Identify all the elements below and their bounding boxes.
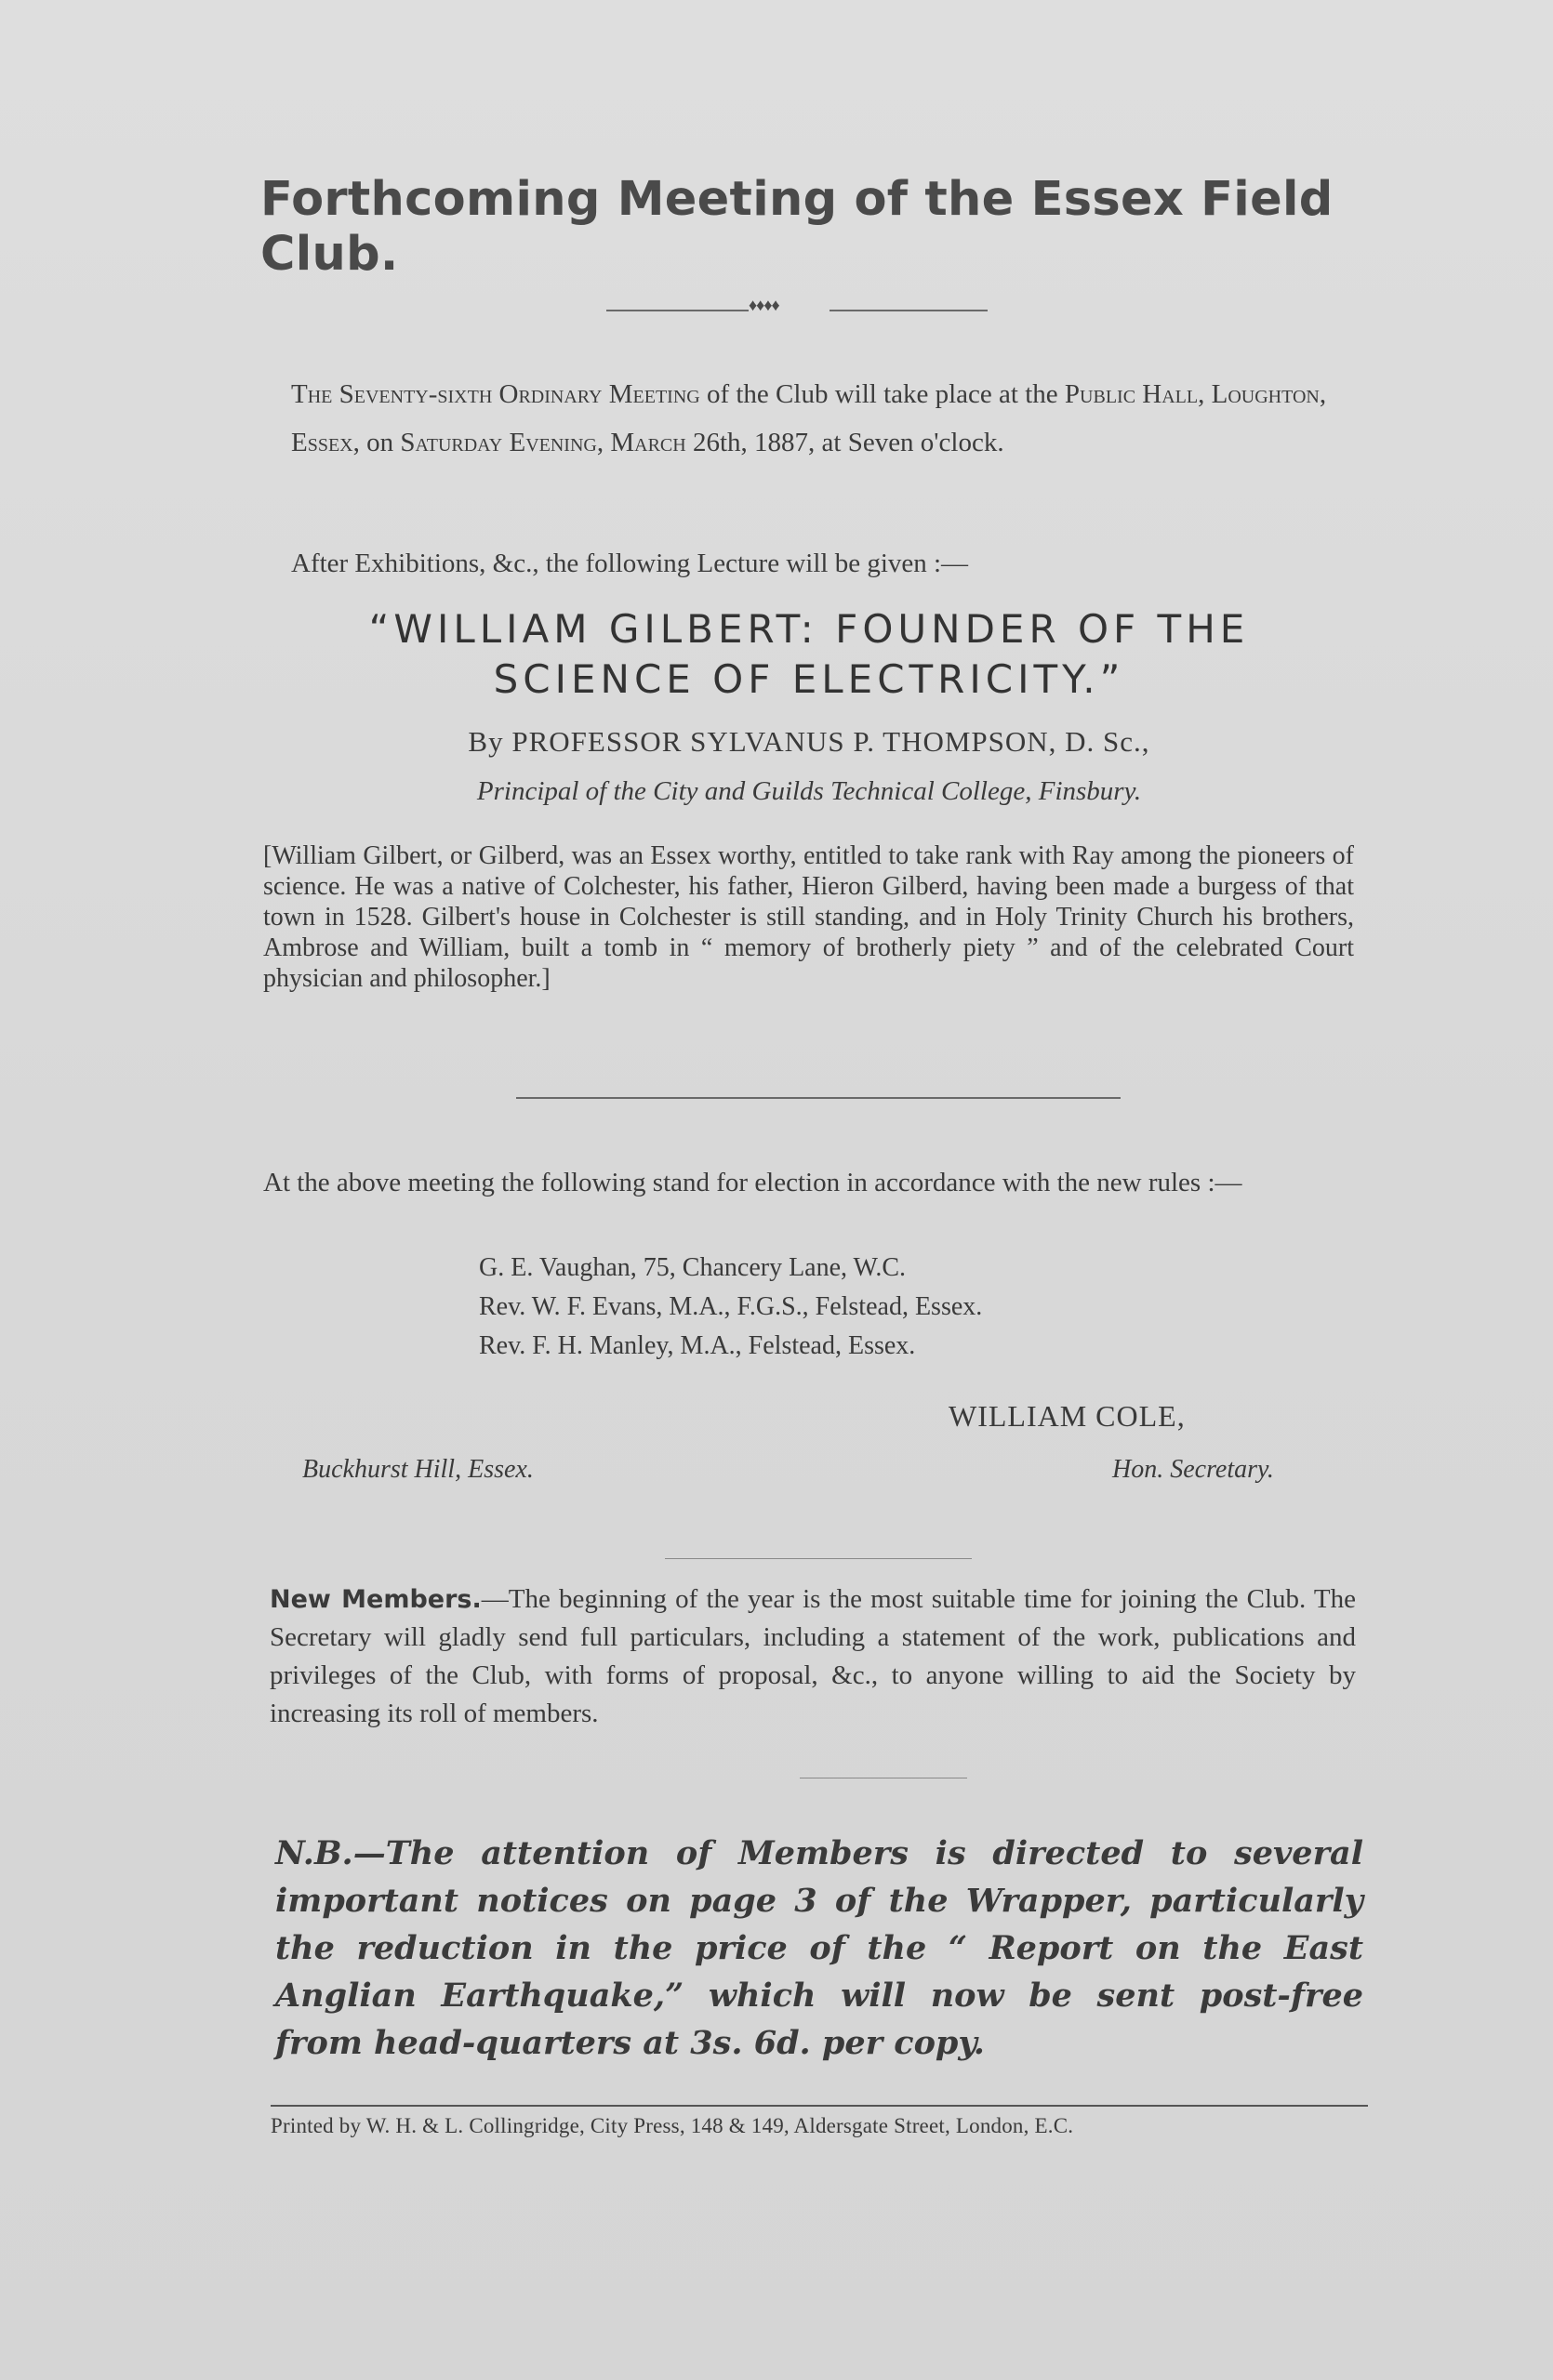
secretary-name: WILLIAM COLE, (949, 1399, 1186, 1433)
ornament-diamonds: ♦♦♦♦ (749, 296, 779, 314)
meeting-text-1: of the Club will take place at the (699, 379, 1065, 409)
election-text: At the above meeting the following stand for election in accordance with the new rules :— (263, 1168, 1242, 1197)
candidate-item: G. E. Vaughan, 75, Chancery Lane, W.C. (479, 1253, 907, 1282)
candidate-item: Rev. W. F. Evans, M.A., F.G.S., Felstead, Essex. (479, 1292, 983, 1321)
candidate-item: Rev. F. H. Manley, M.A., Felstead, Essex. (479, 1331, 916, 1360)
gilbert-note: [William Gilbert, or Gilberd, was an Essex worthy, entitled to take rank with Ray among the pioneers of science. He was a native of Colchester, his father, Hieron Gilberd, having been made a burgess of that town in 1528. Gilbert's house in Colchester is still standing, and in Holy Trinity Church his brothers, Ambrose and William, built a tomb in “ memory of brotherly piety ” and of the celebrated Court physician and philosopher.] (263, 841, 1354, 993)
meeting-date: Saturday Evening, March (400, 428, 686, 457)
footer-rule (271, 2105, 1368, 2107)
new-members-heading: New Members. (270, 1585, 482, 1614)
meeting-venue: Public Hall, Loughton, Essex, (291, 379, 1327, 457)
meeting-lead: The Seventy-sixth Ordinary Meeting (291, 379, 700, 409)
meeting-text-2: on (359, 428, 401, 457)
meeting-announcement (291, 370, 1354, 467)
new-members-text: —The beginning of the year is the most suitable time for joining the Club. The Secretary will gladly send full particulars, including a statement of the work, publications and privileges of the Club, with forms of proposal, &c., to anyone willing to aid the Society by increasing its roll of members. (270, 1584, 1356, 1728)
secretary-place: Buckhurst Hill, Essex. (302, 1455, 534, 1484)
section-divider (516, 1097, 1121, 1099)
ornament-rule-left (606, 310, 749, 311)
secretary-role: Hon. Secretary. (1112, 1455, 1274, 1484)
candidate-list (479, 1249, 1316, 1366)
lecturer-byline: By PROFESSOR SYLVANUS P. THOMPSON, D. Sc., (468, 725, 1150, 758)
ornament-rule-right (830, 310, 988, 311)
lecture-title: “WILLIAM GILBERT: FOUNDER OF THE SCIENCE OF ELECTRICITY.” (368, 606, 1250, 702)
lecturer-affiliation: Principal of the City and Guilds Technical College, Finsbury. (476, 776, 1142, 806)
meeting-text-3: 26th, 1887, at Seven o'clock. (685, 428, 1004, 457)
nb-heading: N.B. (275, 1834, 353, 1872)
short-divider (665, 1558, 972, 1559)
nb-text: —The attention of Members is directed to several important notices on page 3 of the Wrapper, particularly the reduction in the price of the “ Report on the East Anglian Earthquake,” which will now be sent post-free from head-quarters at 3s. 6d. per copy. (275, 1834, 1363, 2062)
nb-notice (275, 1830, 1363, 2067)
page-title: Forthcoming Meeting of the Essex Field Club. (260, 172, 1334, 282)
after-exhibitions-text: After Exhibitions, &c., the following Lecture will be given :— (291, 549, 969, 578)
new-members-paragraph (270, 1580, 1356, 1733)
printer-imprint: Printed by W. H. & L. Collingridge, City Press, 148 & 149, Aldersgate Street, London, E.C. (271, 2114, 1074, 2137)
